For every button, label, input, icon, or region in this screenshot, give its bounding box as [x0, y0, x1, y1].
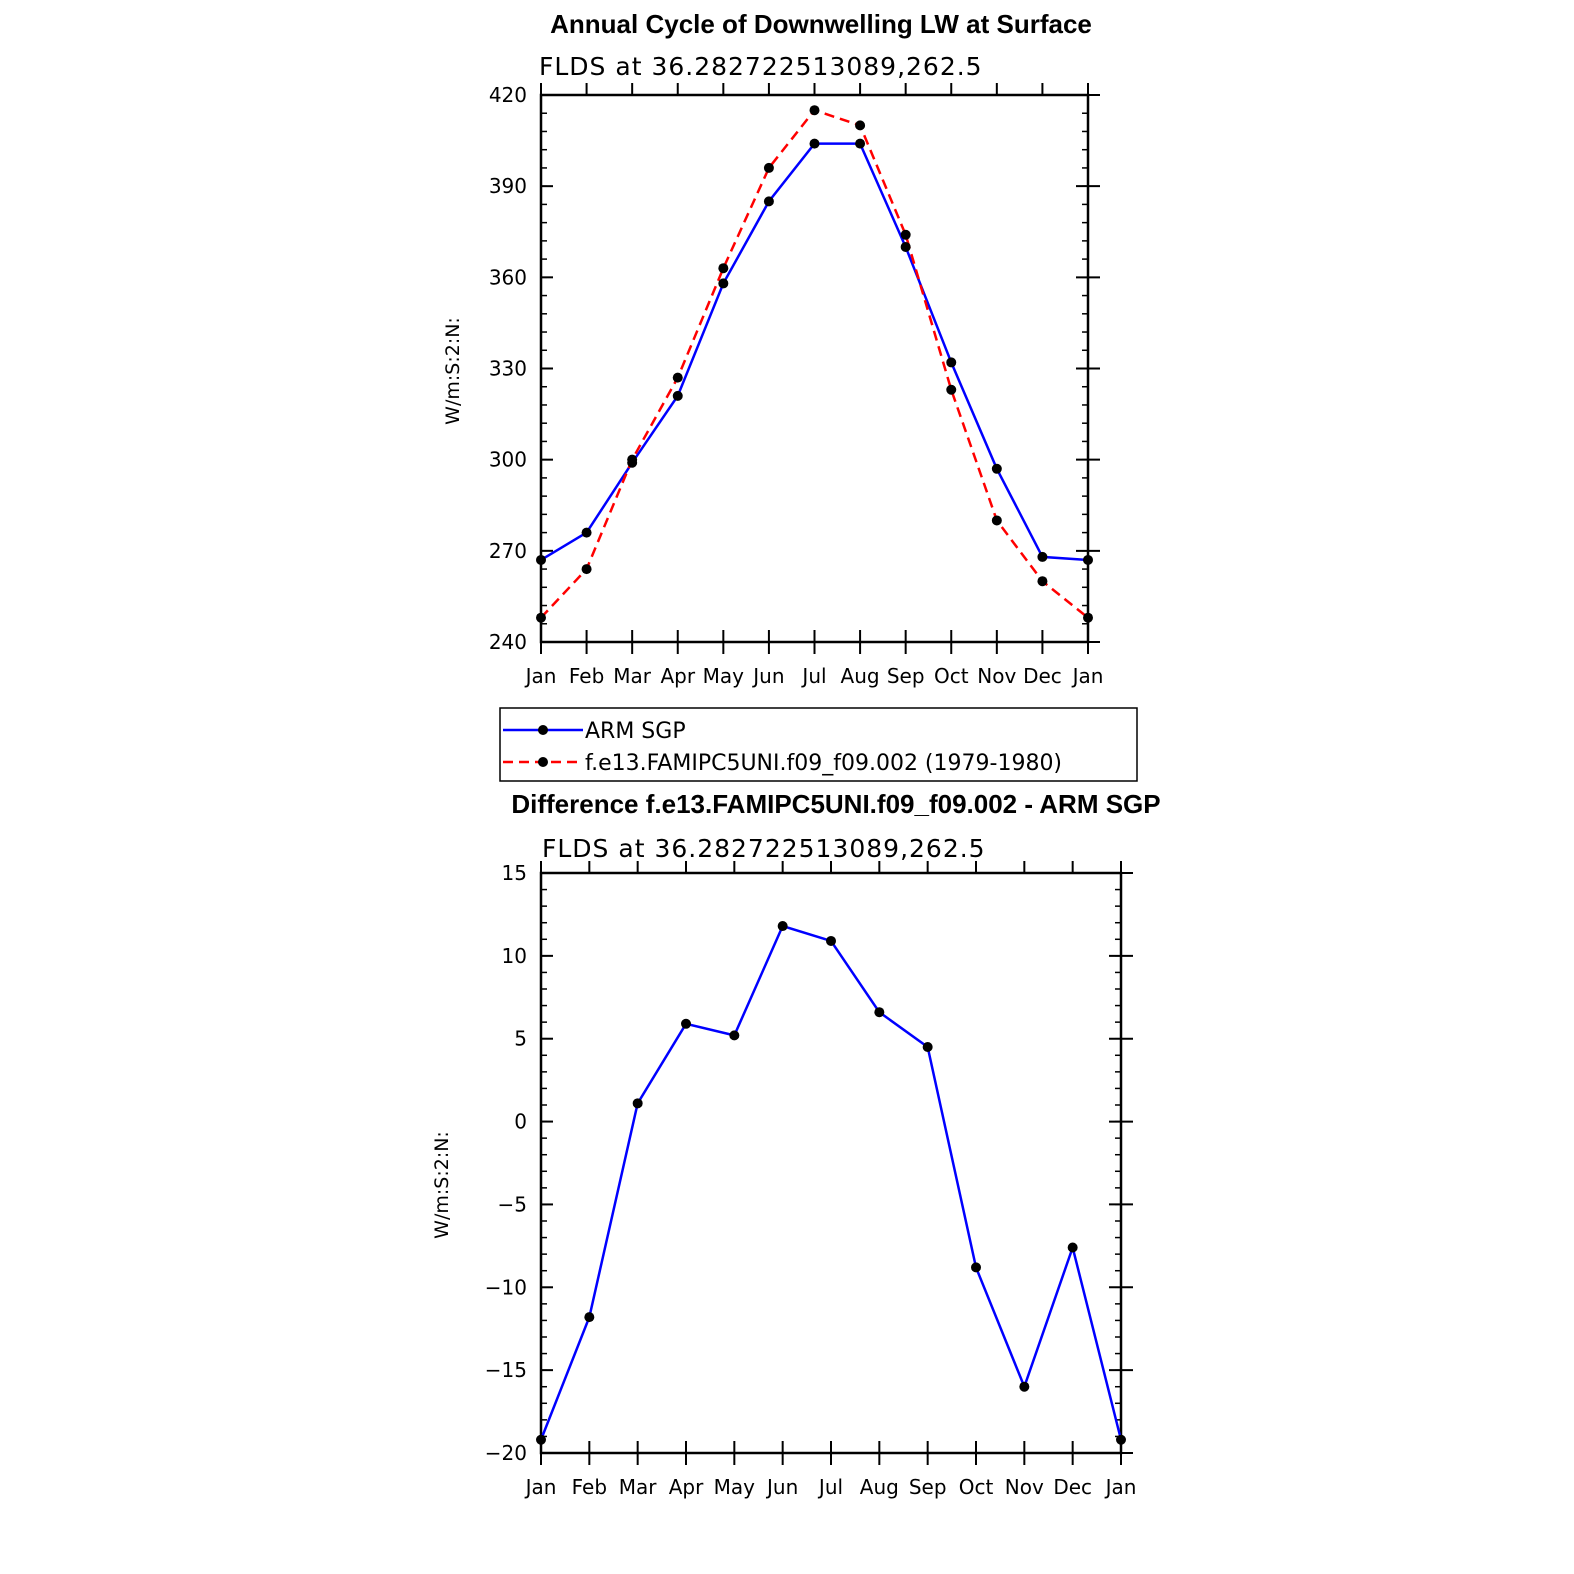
chart-1-plot	[489, 83, 1104, 688]
chart-1-series-1-point	[536, 613, 546, 623]
chart-2-x-tick-label: Sep	[908, 1475, 947, 1499]
chart-2-subtitle: FLDS at 36.282722513089,262.5	[542, 834, 986, 863]
legend-label-model: f.e13.FAMIPC5UNI.f09_f09.002 (1979-1980)	[585, 751, 1063, 776]
legend-label-arm-sgp: ARM SGP	[585, 719, 686, 744]
chart-2-x-tick-label: Mar	[618, 1475, 657, 1499]
chart-1-series-1-point	[992, 515, 1002, 525]
chart-1-x-tick-label: Jan	[525, 664, 557, 688]
chart-1-series-0-point	[855, 139, 865, 149]
chart-1-series-1-point	[718, 263, 728, 273]
chart-2-series-0-point	[1068, 1243, 1078, 1253]
chart-1-y-tick-label: 330	[488, 356, 527, 381]
chart-1-y-tick-label: 300	[488, 447, 527, 472]
chart-2-y-tick-label: −5	[497, 1192, 527, 1217]
chart-1-y-tick-label: 270	[488, 538, 527, 563]
chart-1-frame	[541, 95, 1088, 642]
chart-1-series-0-point	[718, 278, 728, 288]
legend-marker-arm-sgp	[538, 725, 548, 735]
chart-2-y-tick-label: 10	[501, 943, 527, 968]
chart-2-x-tick-label: Dec	[1053, 1475, 1093, 1499]
chart-2-series-0-point	[633, 1098, 643, 1108]
chart-1-y-tick-label: 390	[488, 174, 527, 199]
chart-2-series-0-point	[778, 921, 788, 931]
chart-2-series-0-point	[729, 1030, 739, 1040]
chart-2-plot	[485, 861, 1137, 1499]
chart-1-title: Annual Cycle of Downwelling LW at Surface	[550, 9, 1092, 39]
chart-1-series-0-point	[810, 139, 820, 149]
chart-1-series-1-point	[946, 385, 956, 395]
chart-1-series-1-point	[810, 105, 820, 115]
chart-1-series-0-point	[992, 464, 1002, 474]
chart-1-x-tick-label: Jun	[753, 664, 785, 688]
chart-1-series-1-point	[855, 120, 865, 130]
chart-2-y-tick-label: −20	[484, 1441, 527, 1465]
legend-marker-model	[538, 757, 548, 767]
chart-2-series-0-point	[874, 1007, 884, 1017]
chart-1-y-tick-label: 360	[488, 265, 527, 290]
chart-2-x-tick-label: Feb	[571, 1475, 608, 1499]
chart-2-series-0-point	[1116, 1435, 1126, 1445]
chart-2-series-0-point	[826, 936, 836, 946]
chart-2-x-tick-label: Apr	[668, 1475, 704, 1499]
chart-1-series-1-point	[1083, 613, 1093, 623]
chart-2-series-0-point	[971, 1262, 981, 1272]
chart-1-series-0-point	[946, 357, 956, 367]
chart-1-x-tick-label: Oct	[933, 664, 969, 688]
chart-1-subtitle: FLDS at 36.282722513089,262.5	[539, 52, 983, 81]
chart-2-series-0-point	[1019, 1382, 1029, 1392]
chart-2-y-axis-label: W/m:S:2:N:	[431, 1131, 453, 1239]
chart-1-series-0-point	[901, 242, 911, 252]
chart-2-x-tick-label: Jun	[767, 1475, 799, 1499]
chart-1-x-tick-label: Apr	[660, 664, 696, 688]
chart-2-x-tick-label: Nov	[1004, 1475, 1044, 1499]
chart-1-series-1-point	[764, 163, 774, 173]
chart-1-x-tick-label: Mar	[613, 664, 652, 688]
chart-1-series-1-point	[582, 564, 592, 574]
chart-1-series-0-point	[1083, 555, 1093, 565]
chart-1-x-tick-label: Aug	[840, 664, 880, 688]
chart-2-y-tick-label: −10	[484, 1275, 527, 1300]
chart-1-series-1-point	[1037, 576, 1047, 586]
chart-2-x-tick-label: Jan	[1105, 1475, 1137, 1499]
chart-2-y-tick-label: 0	[514, 1109, 527, 1134]
chart-1-series-line-0	[541, 144, 1088, 560]
chart-1-legend	[500, 708, 1137, 781]
chart-2-x-tick-label: Jul	[818, 1475, 844, 1499]
chart-1-series-1-point	[627, 455, 637, 465]
chart-1-x-tick-label: Dec	[1023, 664, 1062, 688]
chart-2-x-tick-label: Jan	[525, 1475, 557, 1499]
chart-2-y-tick-label: 15	[501, 861, 527, 885]
chart-1-x-tick-label: Sep	[886, 664, 925, 688]
chart-2-y-tick-label: 5	[514, 1026, 527, 1051]
chart-2-series-0-point	[923, 1042, 933, 1052]
chart-2-series-0-point	[681, 1019, 691, 1029]
chart-2-series-line-0	[541, 926, 1121, 1440]
chart-1-series-line-1	[541, 110, 1088, 617]
chart-1-series-0-point	[1037, 552, 1047, 562]
chart-1-x-tick-label: Jul	[802, 664, 827, 688]
chart-1-x-tick-label: Feb	[568, 664, 605, 688]
chart-2-x-tick-label: May	[713, 1475, 756, 1499]
chart-1-x-tick-label: Jan	[1072, 664, 1104, 688]
chart-2-y-tick-label: −15	[484, 1358, 527, 1383]
chart-1-series-1-point	[673, 373, 683, 383]
chart-1-series-0-point	[673, 391, 683, 401]
chart-1-y-axis-label: W/m:S:2:N:	[442, 317, 464, 425]
chart-2-x-tick-label: Aug	[859, 1475, 899, 1499]
chart-1-series-0-point	[764, 196, 774, 206]
chart-1-y-tick-label: 420	[488, 83, 527, 107]
chart-1-y-tick-label: 240	[488, 630, 527, 654]
chart-1-series-0-point	[582, 528, 592, 538]
chart-2-title: Difference f.e13.FAMIPC5UNI.f09_f09.002 - ARM SGP	[511, 789, 1161, 819]
chart-1-x-tick-label: May	[702, 664, 745, 688]
chart-2-x-tick-label: Oct	[958, 1475, 994, 1499]
chart-2-frame	[541, 873, 1121, 1453]
chart-2-series-0-point	[536, 1435, 546, 1445]
chart-2-series-0-point	[584, 1312, 594, 1322]
chart-1-series-0-point	[536, 555, 546, 565]
chart-1-x-tick-label: Nov	[977, 664, 1017, 688]
chart-1-series-1-point	[901, 230, 911, 240]
